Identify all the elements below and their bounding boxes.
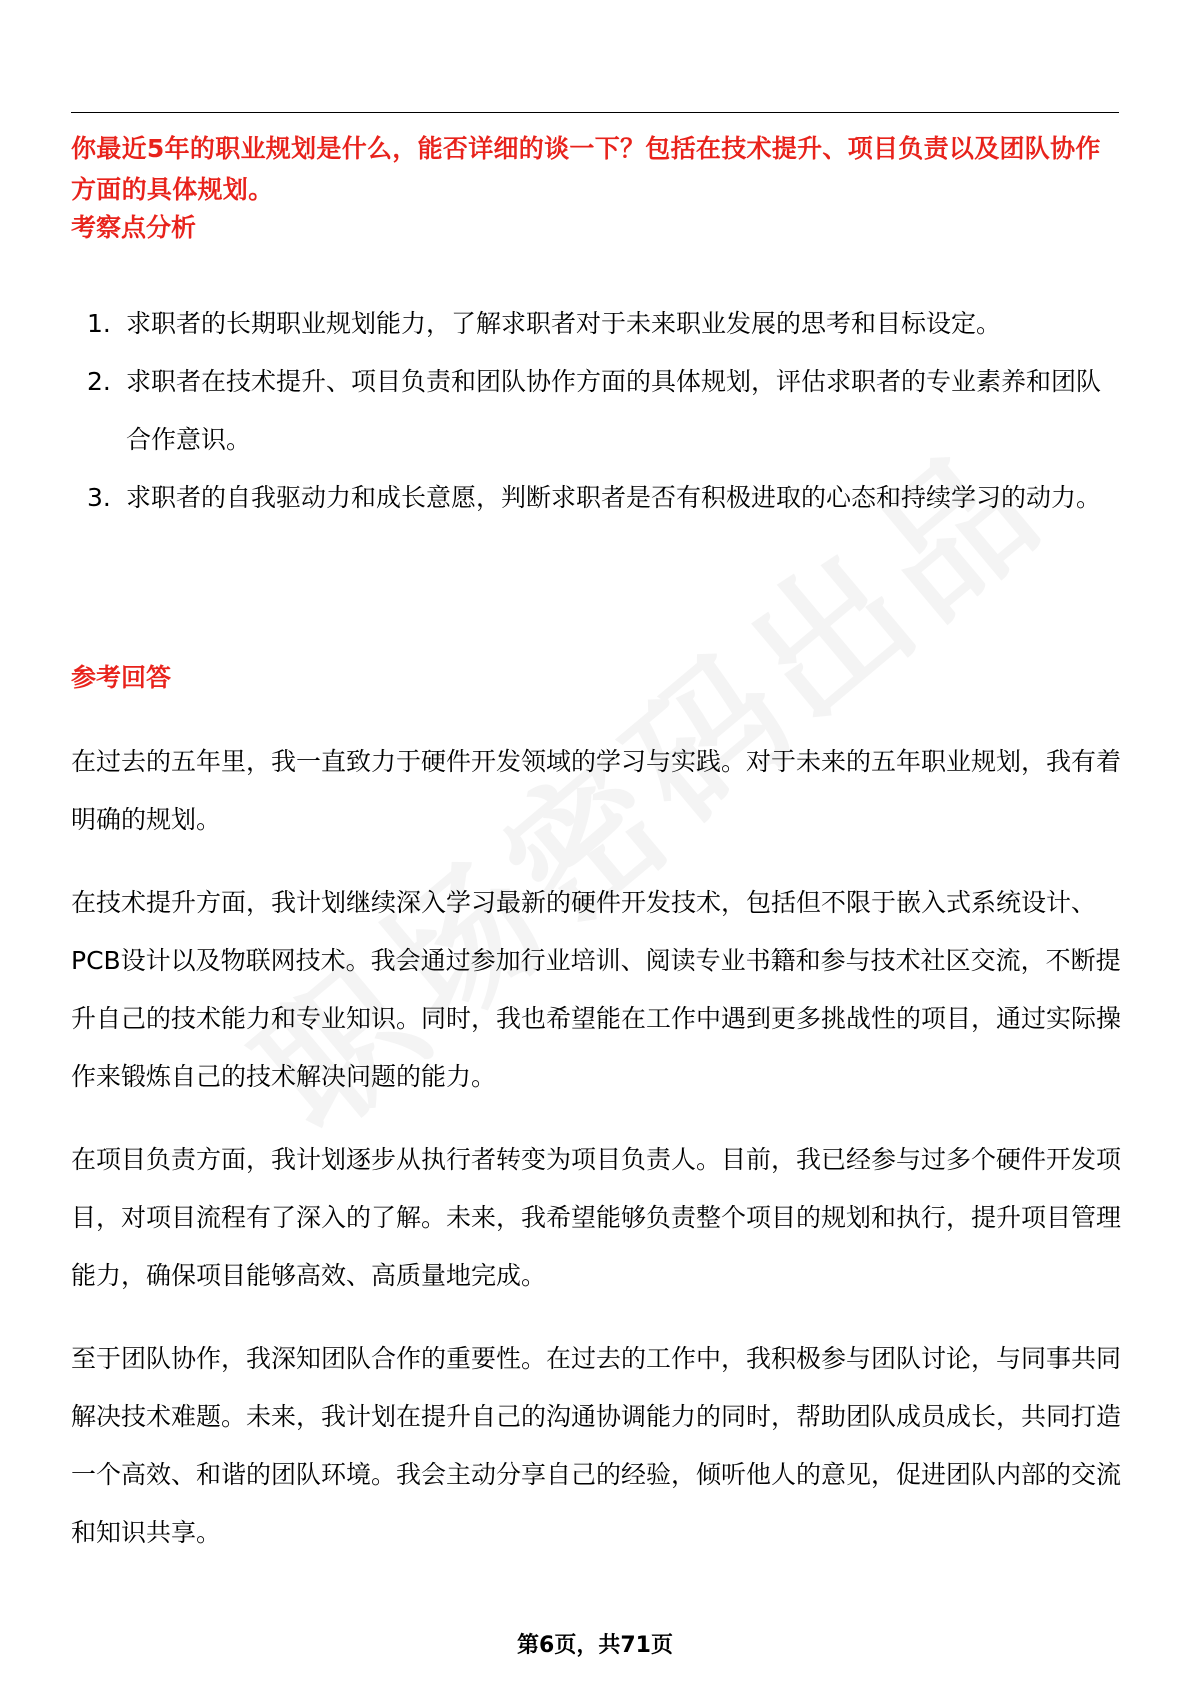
answer-heading: 参考回答 bbox=[71, 663, 172, 692]
answer-paragraph: 在过去的五年里，我一直致力于硬件开发领域的学习与实践。对于未来的五年职业规划，我有着明确的规划。 bbox=[71, 747, 1122, 834]
analysis-item-number: 3. bbox=[87, 483, 111, 512]
analysis-item bbox=[71, 469, 1121, 527]
analysis-item-text: 求职者的自我驱动力和成长意愿，判断求职者是否有积极进取的心态和持续学习的动力。 bbox=[126, 483, 1102, 512]
analysis-item-text: 求职者在技术提升、项目负责和团队协作方面的具体规划，评估求职者的专业素养和团队合作意识。 bbox=[126, 367, 1102, 454]
analysis-item-number: 2. bbox=[87, 367, 111, 396]
question-title: 你最近5年的职业规划是什么，能否详细的谈一下？包括在技术提升、项目负责以及团队协作方面的具体规划。 bbox=[71, 134, 1101, 204]
answer-paragraph: 至于团队协作，我深知团队合作的重要性。在过去的工作中，我积极参与团队讨论，与同事共同解决技术难题。未来，我计划在提升自己的沟通协调能力的同时，帮助团队成员成长，共同打造一个高效、和谐的团队环境。我会主动分享自己的经验，倾听他人的意见，促进团队内部的交流和知识共享。 bbox=[71, 1344, 1122, 1547]
analysis-list bbox=[71, 295, 1121, 527]
analysis-item-text: 求职者的长期职业规划能力，了解求职者对于未来职业发展的思考和目标设定。 bbox=[126, 309, 1002, 338]
answer-body bbox=[71, 733, 1121, 1587]
analysis-item-number: 1. bbox=[87, 309, 111, 338]
answer-paragraph: 在技术提升方面，我计划继续深入学习最新的硬件开发技术，包括但不限于嵌入式系统设计、PCB设计以及物联网技术。我会通过参加行业培训、阅读专业书籍和参与技术社区交流，不断提升自己的技术能力和专业知识。同时，我也希望能在工作中遇到更多挑战性的项目，通过实际操作来锻炼自己的技术解决问题的能力。 bbox=[71, 888, 1122, 1091]
analysis-item bbox=[71, 295, 1121, 353]
analysis-heading: 考察点分析 bbox=[71, 213, 197, 242]
answer-paragraph: 在项目负责方面，我计划逐步从执行者转变为项目负责人。目前，我已经参与过多个硬件开发项目，对项目流程有了深入的了解。未来，我希望能够负责整个项目的规划和执行，提升项目管理能力，确保项目能够高效、高质量地完成。 bbox=[71, 1145, 1122, 1290]
analysis-item bbox=[71, 353, 1121, 469]
page-number-footer: 第6页，共71页 bbox=[517, 1633, 673, 1658]
top-divider bbox=[71, 112, 1119, 113]
